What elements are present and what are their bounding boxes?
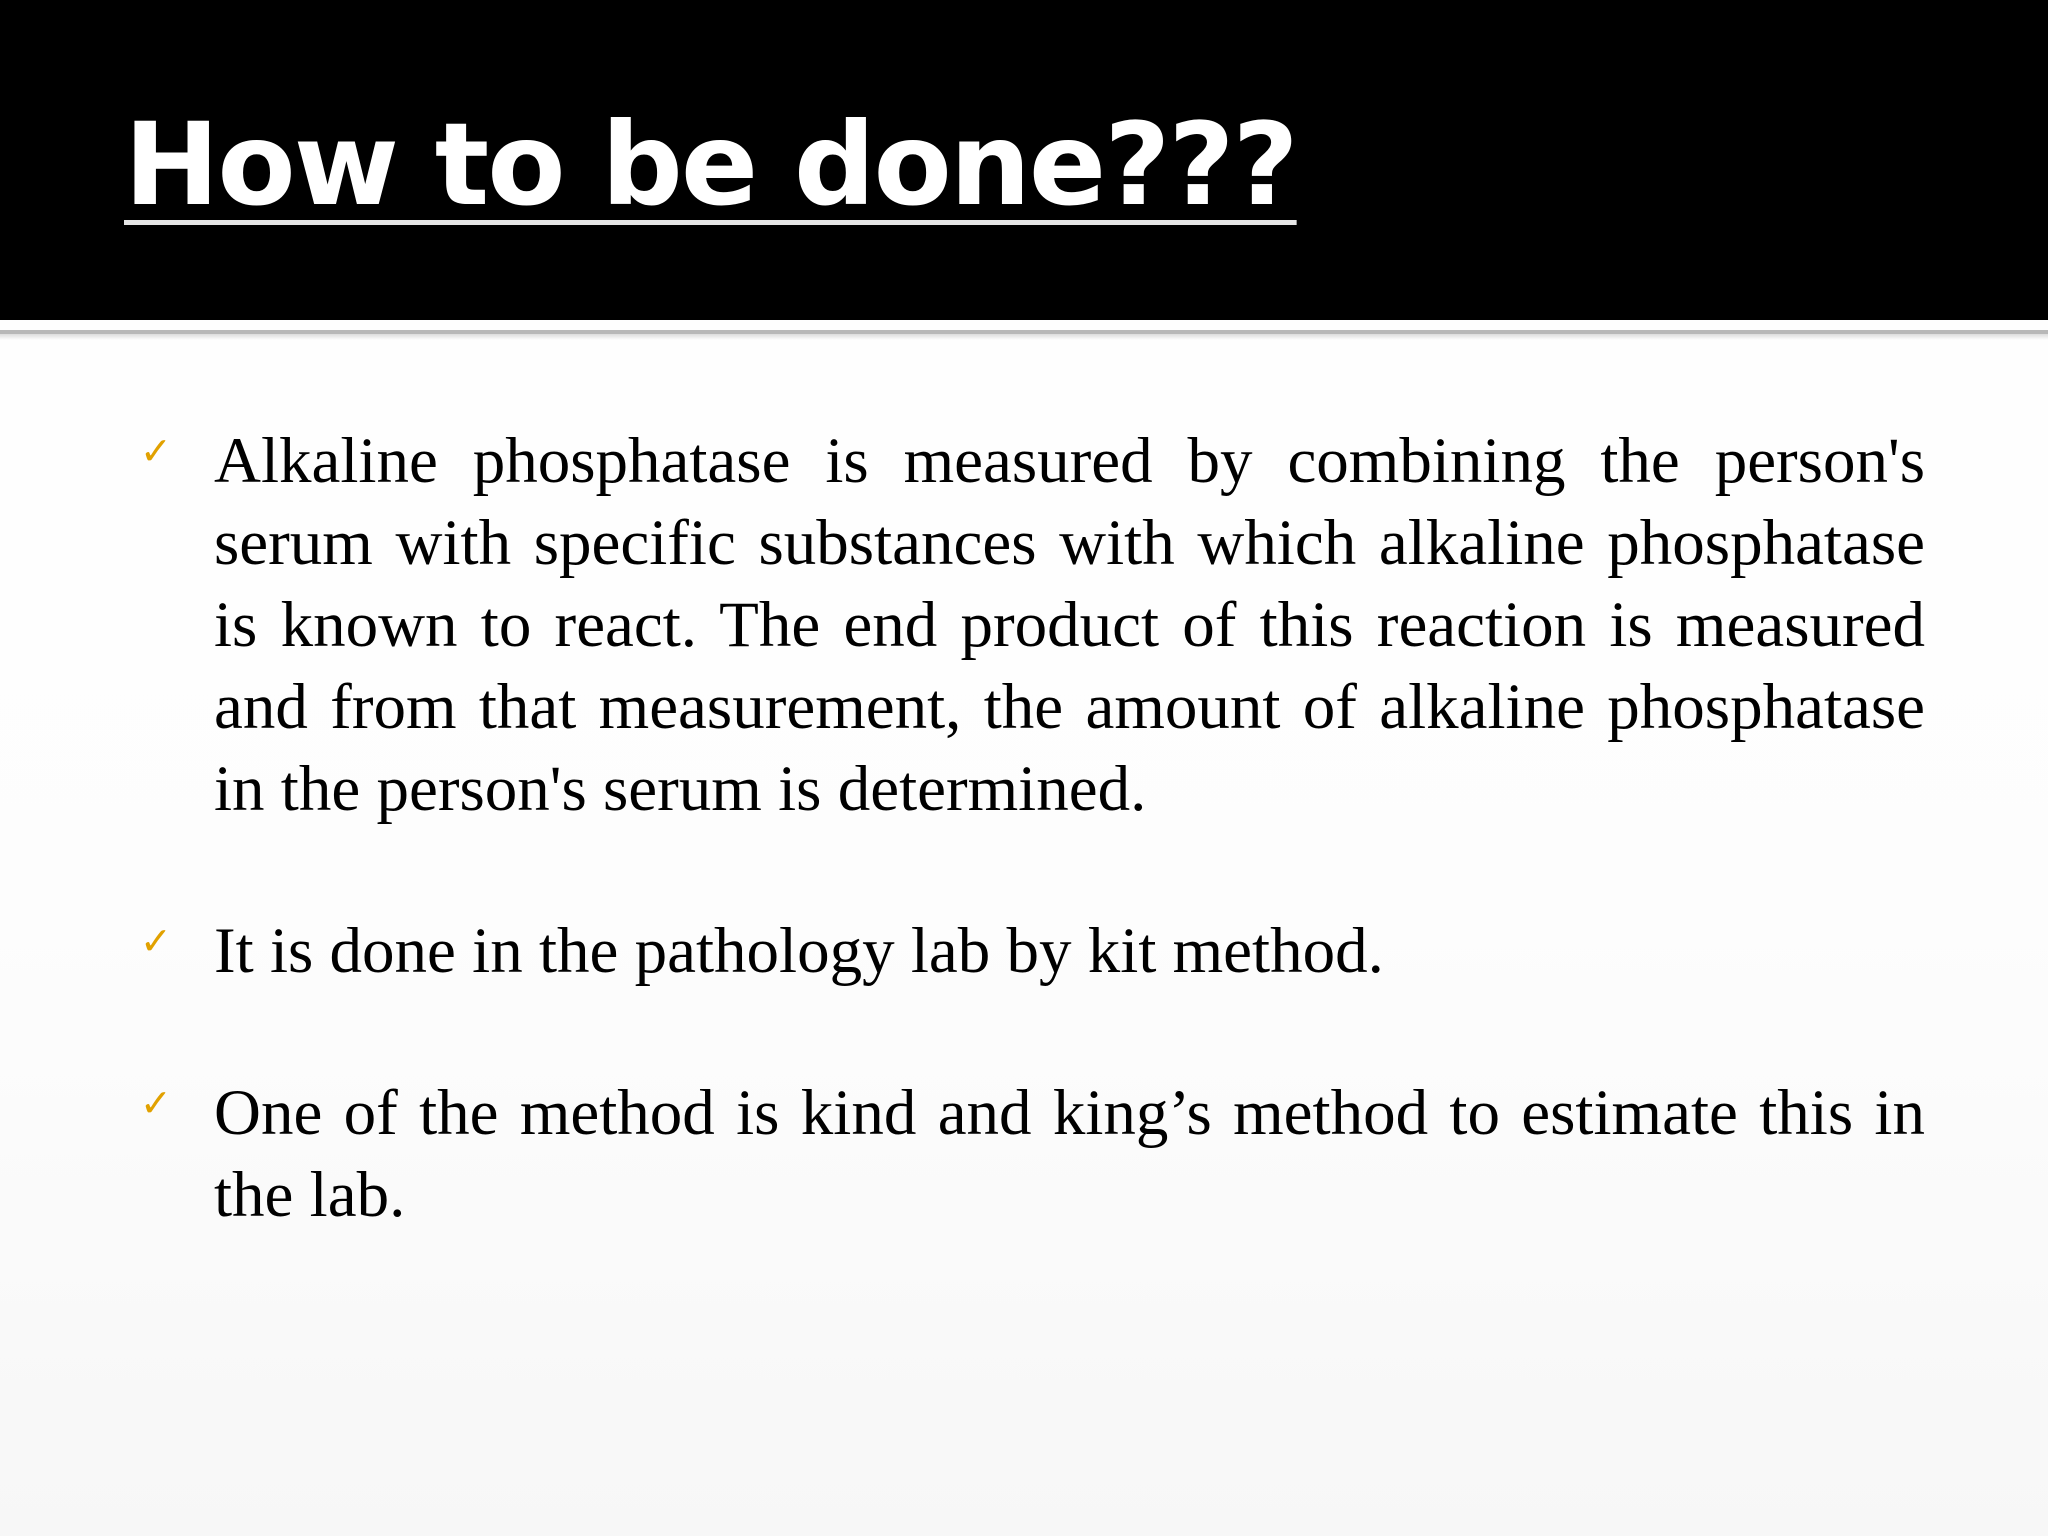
bullet-text: It is done in the pathology lab by kit method. — [214, 915, 1384, 987]
check-mark-icon: ✓ — [140, 1081, 172, 1125]
bullet-list — [140, 420, 1925, 1316]
bullet-text: One of the method is kind and king’s method to estimate this in the lab. — [214, 1077, 1925, 1231]
title-bar — [0, 0, 2048, 320]
slide-title: How to be done??? — [124, 98, 1297, 231]
bullet-item — [140, 1072, 1925, 1236]
bullet-text: Alkaline phosphatase is measured by combining the person's serum with specific substances with which alkaline phosphatase is known to react. The end product of this reaction is measured and from that measurement, the amount of alkaline phosphatase in the person's serum is determined. — [214, 425, 1925, 825]
check-mark-icon: ✓ — [140, 429, 172, 473]
bullet-item — [140, 910, 1925, 992]
bullet-item — [140, 420, 1925, 830]
check-mark-icon: ✓ — [140, 919, 172, 963]
title-divider-shadow — [0, 334, 2048, 340]
